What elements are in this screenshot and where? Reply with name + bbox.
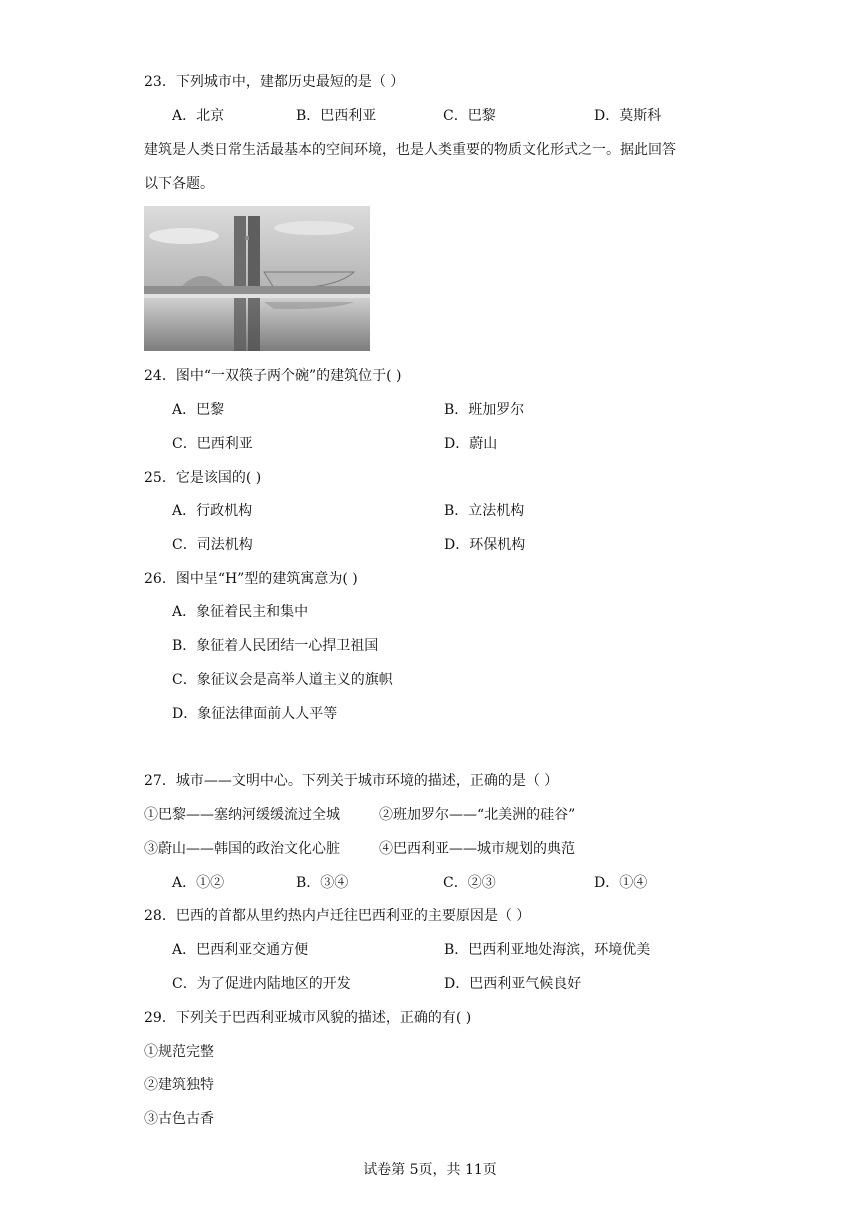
question-25-option-b: B．立法机构 <box>444 503 525 519</box>
congress-building-photo <box>144 206 370 351</box>
question-26-option-b: B．象征着人民团结一心捍卫祖国 <box>172 638 379 654</box>
question-26-option-c: C．象征议会是高举人道主义的旗帜 <box>172 672 393 688</box>
question-29-statement-2: ②建筑独特 <box>144 1077 214 1093</box>
question-24-option-c: C．巴西利亚 <box>172 436 253 452</box>
question-23-stem: 23．下列城市中，建都历史最短的是（ ） <box>144 74 405 90</box>
question-28-option-d: D．巴西利亚气候良好 <box>444 976 582 992</box>
question-23-option-b: B．巴西利亚 <box>296 108 377 124</box>
congress-building-illustration <box>144 206 370 351</box>
question-27-statement-3: ③蔚山——韩国的政治文化心脏 <box>144 841 340 857</box>
question-25-option-c: C．司法机构 <box>172 537 253 553</box>
question-24-stem: 24．图中“一双筷子两个碗”的建筑位于( ) <box>144 368 402 384</box>
question-27-stem: 27．城市——文明中心。下列关于城市环境的描述，正确的是（ ） <box>144 773 559 789</box>
question-27-option-a: A．①② <box>172 875 225 891</box>
question-29-stem: 29．下列关于巴西利亚城市风貌的描述，正确的有( ) <box>144 1010 472 1026</box>
question-27-option-d: D．①④ <box>594 875 648 891</box>
question-26-stem: 26．图中呈“H”型的建筑寓意为( ) <box>144 571 358 587</box>
page-footer: 试卷第 5页，共 11页 <box>363 1162 497 1178</box>
question-23-option-d: D．莫斯科 <box>594 108 662 124</box>
question-25-option-d: D．环保机构 <box>444 537 526 553</box>
question-26-option-d: D．象征法律面前人人平等 <box>172 706 338 722</box>
question-26-option-a: A．象征着民主和集中 <box>172 604 309 620</box>
question-28-stem: 28．巴西的首都从里约热内卢迁往巴西利亚的主要原因是（ ） <box>144 908 531 924</box>
question-28-option-a: A．巴西利亚交通方便 <box>172 942 309 958</box>
question-23-option-a: A．北京 <box>172 108 225 124</box>
question-27-statement-4: ④巴西利亚——城市规划的典范 <box>379 841 575 857</box>
question-27-statement-2: ②班加罗尔——“北美洲的硅谷” <box>379 807 576 823</box>
passage-intro-line-2: 以下各题。 <box>144 176 214 192</box>
question-28-option-c: C．为了促进内陆地区的开发 <box>172 976 351 992</box>
question-25-option-a: A．行政机构 <box>172 503 253 519</box>
question-27-option-c: C．②③ <box>443 875 496 891</box>
question-27-option-b: B．③④ <box>296 875 349 891</box>
question-23-option-c: C．巴黎 <box>443 108 496 124</box>
question-24-option-b: B．班加罗尔 <box>444 402 525 418</box>
passage-intro-line-1: 建筑是人类日常生活最基本的空间环境，也是人类重要的物质文化形式之一。据此回答 <box>144 142 676 158</box>
question-27-statement-1: ①巴黎——塞纳河缓缓流过全城 <box>144 807 340 823</box>
question-25-stem: 25．它是该国的( ) <box>144 470 262 486</box>
question-29-statement-1: ①规范完整 <box>144 1044 214 1060</box>
question-28-option-b: B．巴西利亚地处海滨，环境优美 <box>444 942 651 958</box>
question-29-statement-3: ③古色古香 <box>144 1111 214 1127</box>
question-24-option-a: A．巴黎 <box>172 402 225 418</box>
question-24-option-d: D．蔚山 <box>444 436 498 452</box>
